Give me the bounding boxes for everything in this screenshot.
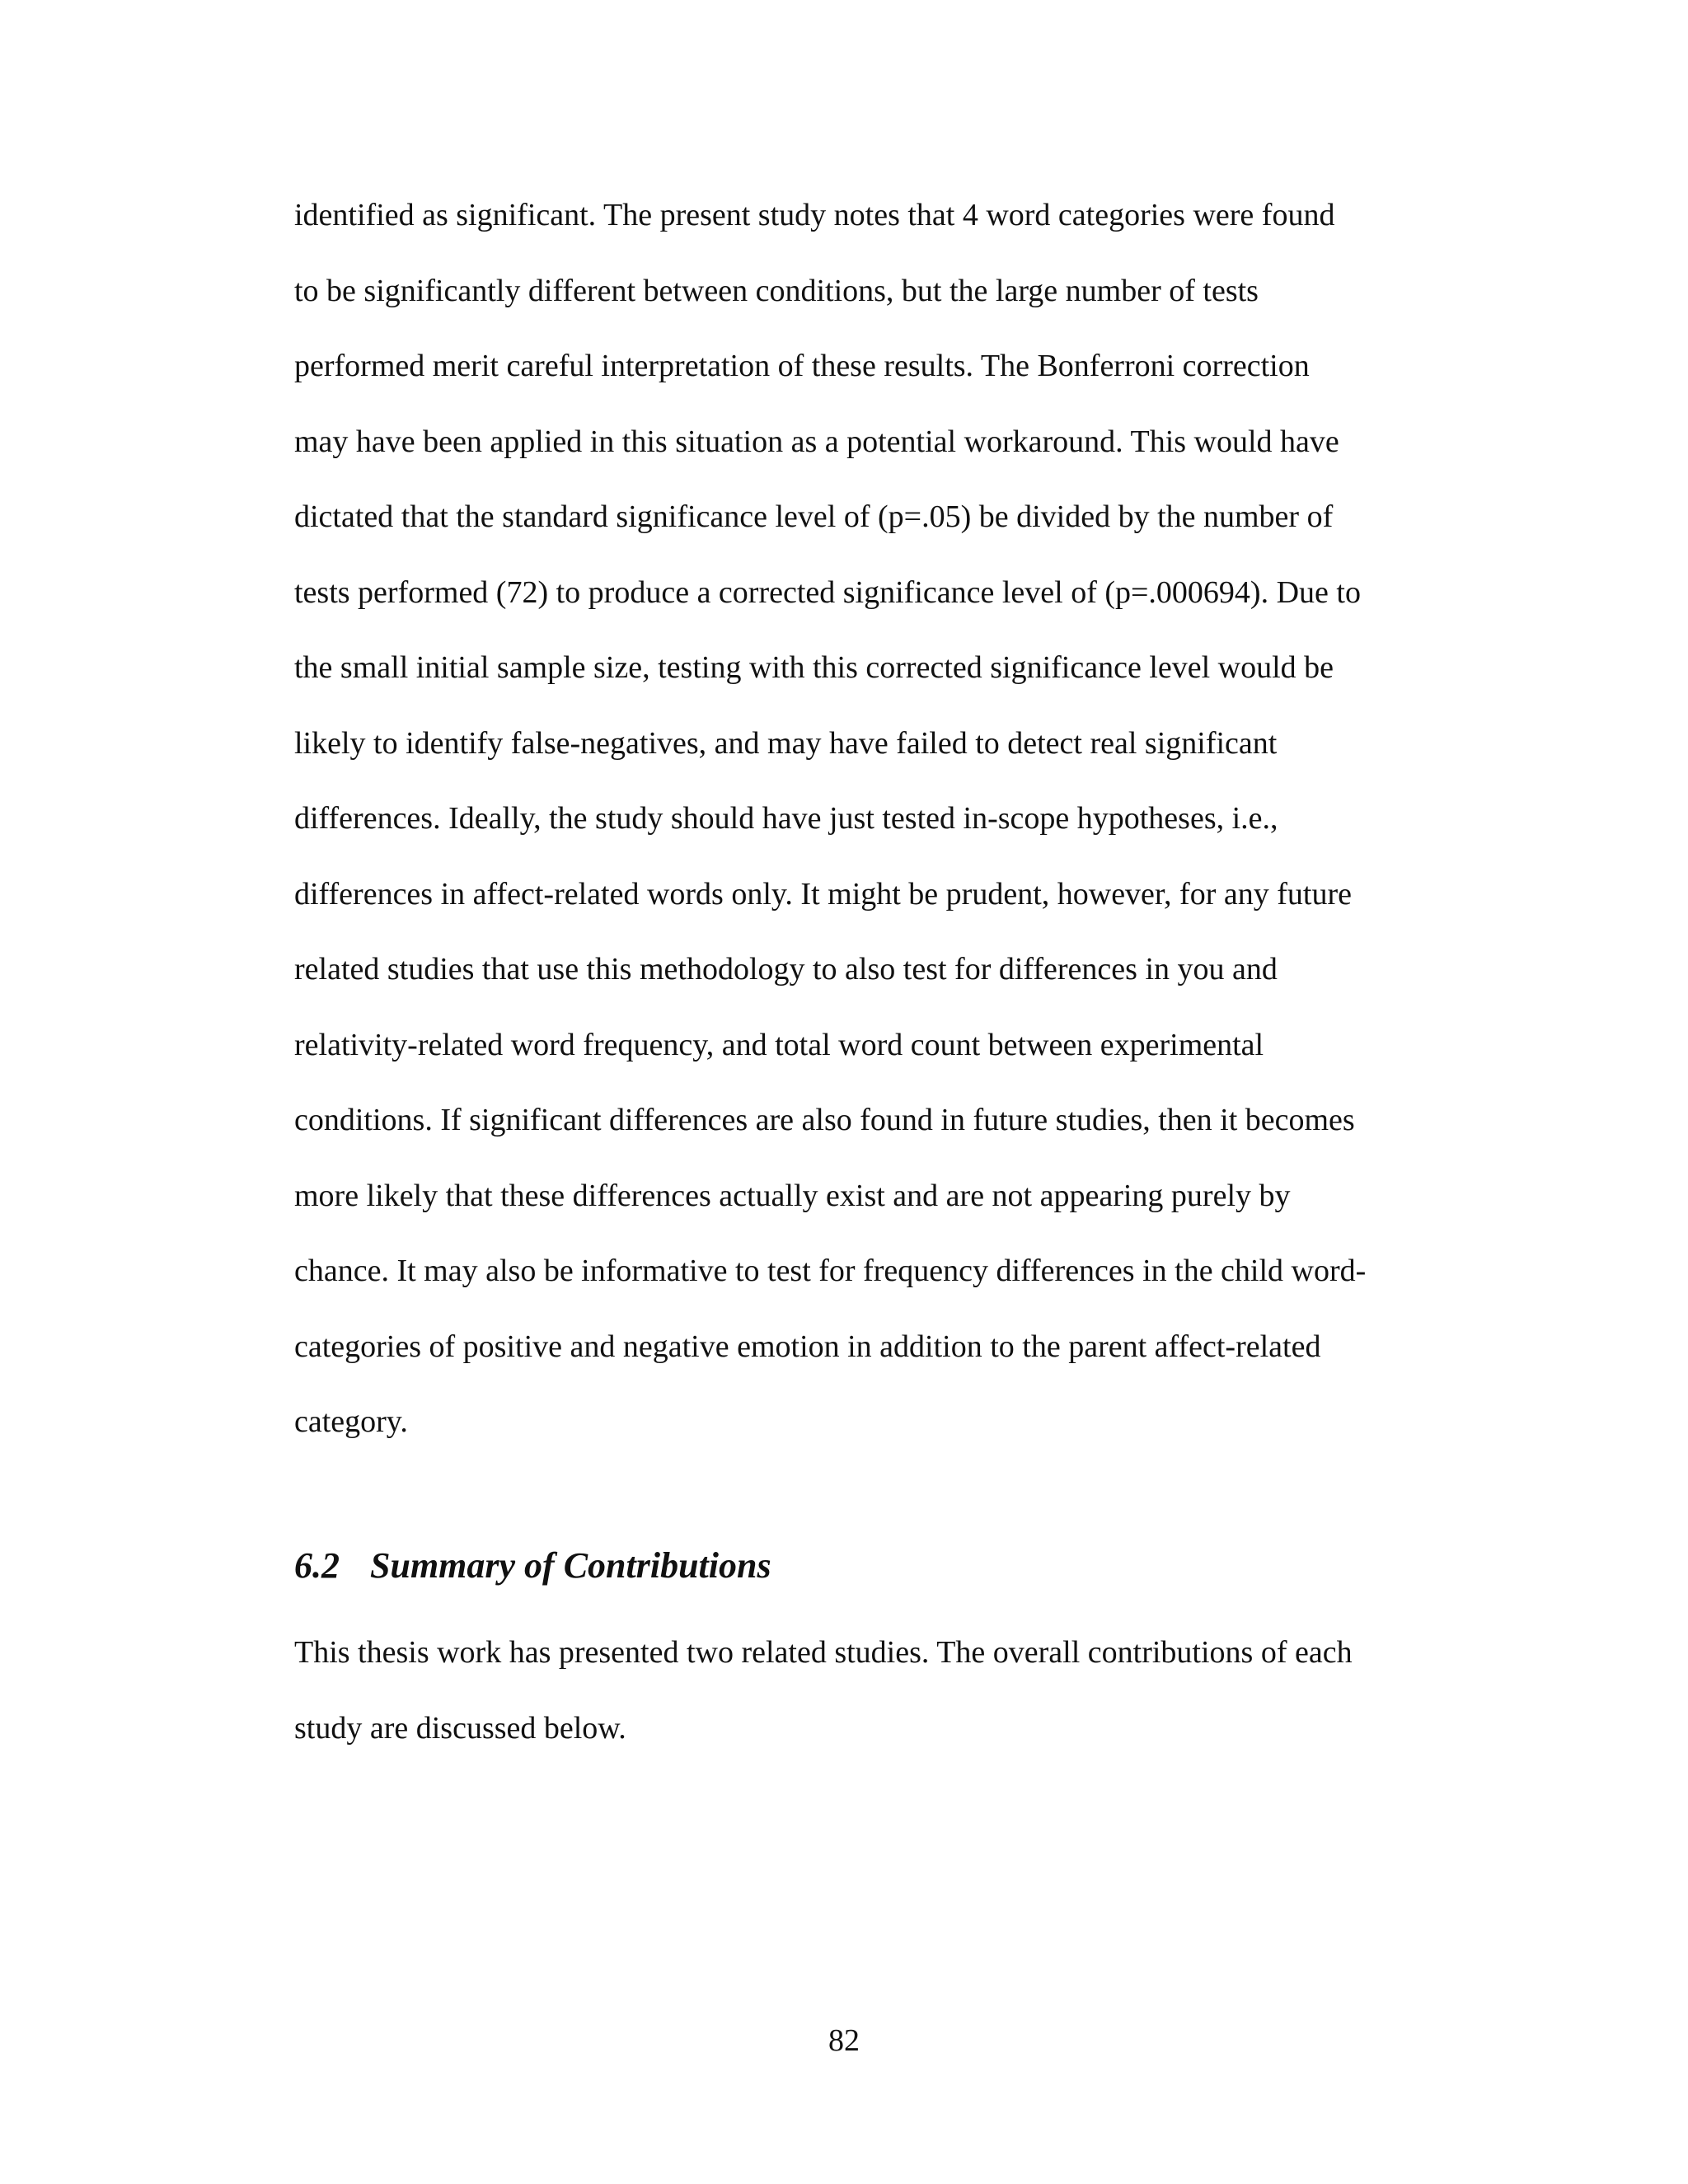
text-line: relativity-related word frequency, and total word count between experimental xyxy=(294,1027,1264,1062)
text-line: identified as significant. The present study notes that 4 word categories were found xyxy=(294,198,1335,232)
text-line: tests performed (72) to produce a corrected significance level of (p=.000694). Due to xyxy=(294,574,1361,610)
text-line: categories of positive and negative emotion in addition to the parent affect-related xyxy=(294,1329,1321,1364)
text-line: conditions. If significant differences are also found in future studies, then it becomes xyxy=(294,1103,1355,1137)
text-line: study are discussed below. xyxy=(294,1710,626,1746)
paragraph-contributions-intro xyxy=(294,1615,1423,1766)
text-line: differences. Ideally, the study should have just tested in-scope hypotheses, i.e., xyxy=(294,801,1278,836)
paragraph-bonferroni-discussion xyxy=(294,178,1423,1460)
text-line: dictated that the standard significance level of (p=.05) be divided by the number of xyxy=(294,499,1334,534)
section-heading xyxy=(294,1541,771,1591)
text-line: likely to identify false-negatives, and may have failed to detect real significant xyxy=(294,725,1278,761)
text-line: to be significantly different between conditions, but the large number of tests xyxy=(294,273,1259,308)
text-line: category. xyxy=(294,1404,408,1439)
page-number: 82 xyxy=(828,2023,860,2058)
text-line: more likely that these differences actually exist and are not appearing purely by xyxy=(294,1178,1291,1213)
text-line: chance. It may also be informative to test for frequency differences in the child word- xyxy=(294,1254,1367,1288)
text-line: the small initial sample size, testing with this corrected significance level would be xyxy=(294,650,1334,685)
text-line: performed merit careful interpretation of these results. The Bonferroni correction xyxy=(294,349,1310,383)
text-line: related studies that use this methodology to also test for differences in you and xyxy=(294,952,1278,987)
text-line: This thesis work has presented two related studies. The overall contributions of each xyxy=(294,1635,1353,1670)
section-title: Summary of Contributions xyxy=(370,1545,771,1586)
text-line: differences in affect-related words only. It might be prudent, however, for any future xyxy=(294,876,1352,912)
section-number: 6.2 xyxy=(294,1545,340,1586)
text-line: may have been applied in this situation as a potential workaround. This would have xyxy=(294,424,1339,459)
